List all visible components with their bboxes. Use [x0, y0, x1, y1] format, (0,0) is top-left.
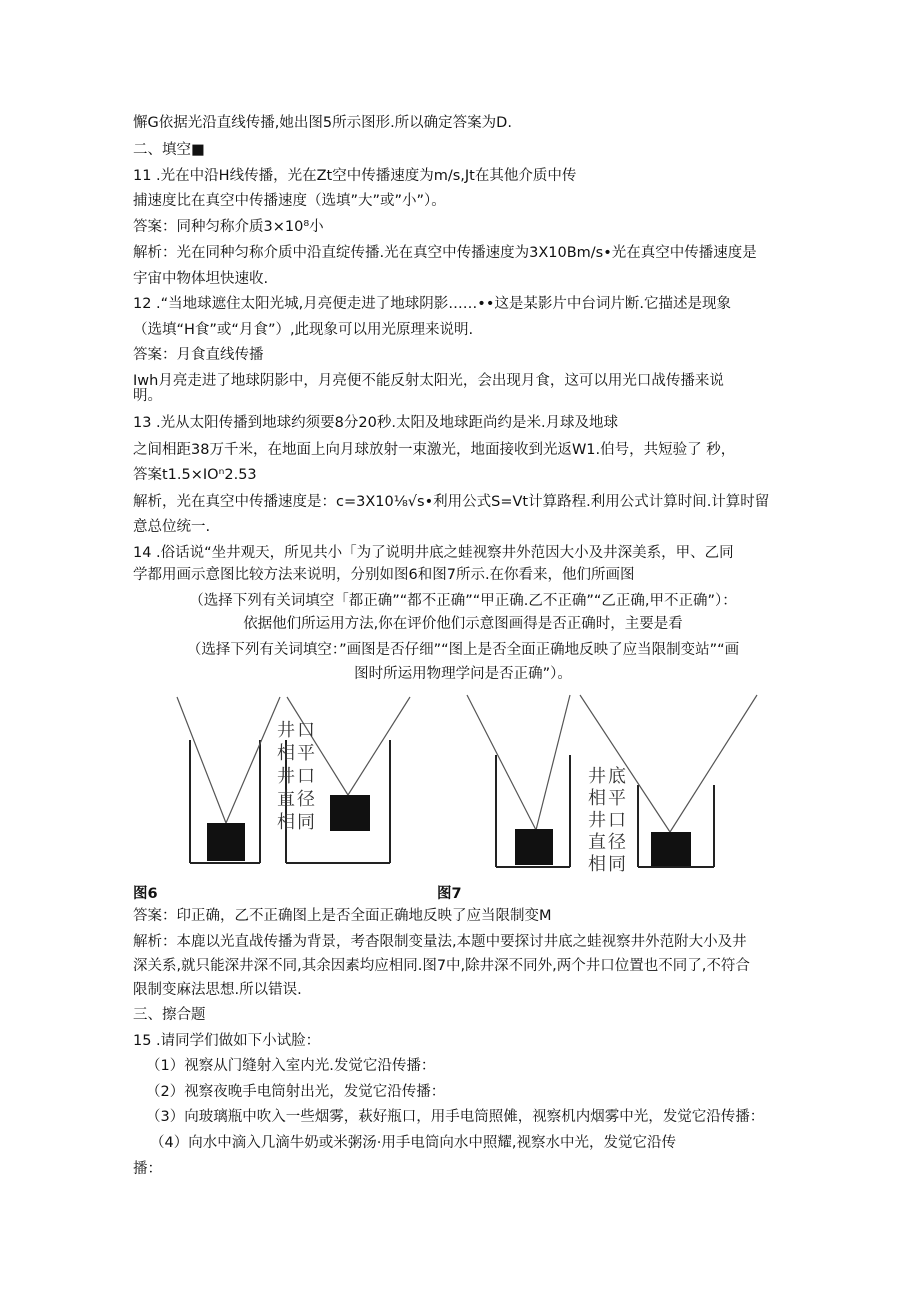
- fig7-char: 底: [608, 766, 626, 787]
- text-line-34: 播：: [133, 1161, 162, 1177]
- text-line-12: 明。: [133, 388, 162, 404]
- text-line-27: 限制变麻法思想.所以错误.: [133, 982, 302, 998]
- question-15: 15 .请同学们做如下小试脸：: [133, 1033, 321, 1049]
- fig6-char: 相: [277, 743, 295, 764]
- fig6-char: 径: [297, 789, 315, 810]
- item-15-3: （3）向玻璃瓶中吹入一些烟雾，萩好瓶口，用手电筒照傩，视察机内烟雾中光，发觉它沿传播：: [146, 1109, 765, 1125]
- question-14: 14 .俗话说“坐井观天，所见共小「为了说明井底之蛙视察井外范因大小及井深美系，甲、乙同: [133, 545, 734, 561]
- fig7-char: 直: [588, 832, 606, 853]
- text-line-4: 捕速度比在真空中传播速度（选填”大”或”小”）。: [133, 193, 446, 209]
- analysis-12: Iwh月亮走进了地球阴影中，月亮便不能反射太阳光，会出现月食，这可以用光口战传播来说: [133, 373, 724, 389]
- fig6-char: 井: [277, 766, 295, 787]
- fig7-char: 径: [608, 832, 626, 853]
- section-heading-fill-in: 二、填空■: [133, 142, 205, 158]
- question-11: 11 .光在中沿H线传播，光在Zt空中传播速度为m/s,Jt在其他介质中传: [133, 168, 577, 184]
- figure-7-label: 图7: [437, 886, 462, 902]
- figure-7-caption: [588, 762, 628, 875]
- fig7-char: 相: [588, 854, 606, 875]
- question-12: 12 .“当地球遮住太阳光城,月亮便走进了地球阴影……••这是某影片中台词片断.它描述是现象: [133, 296, 732, 312]
- question-13: 13 .光从太阳传播到地球约须要8分20秒.太阳及地球距尚约是米.月球及地球: [133, 415, 619, 431]
- fig6-char: 相: [277, 812, 295, 833]
- fig7-char: 平: [608, 788, 626, 809]
- text-line-20: （选择下列有关词填空「都正确”“都不正确”“甲正确.乙不正确”“乙正确,甲不正确”）：: [189, 593, 737, 609]
- fig6-char: 直: [277, 789, 295, 810]
- item-15-4: （4）向水中滴入几滴牛奶或米粥汤·用手电筒向水中照耀,视察水中光，发觉它沿传: [150, 1135, 676, 1151]
- fig7-char: 相: [588, 788, 606, 809]
- text-line-7: 宇宙中物体坦快速收.: [133, 271, 269, 287]
- fig6-char: 口: [297, 720, 315, 741]
- answer-14: 答案：印正确，乙不正确图上是否全面正确地反映了应当限制变M: [133, 908, 552, 924]
- answer-12: 答案：月食直线传播: [133, 347, 264, 363]
- fig7-char: 口: [608, 810, 626, 831]
- text-line-21: 依据他们所运用方法,你在评价他们示意图画得是否正确时，主要是看: [243, 616, 683, 632]
- fig6-char: 同: [297, 812, 315, 833]
- analysis-11: 解析：光在同种匀称介质中沿直绽传播.光在真空中传播速度为3X10Bm/s•光在真空中传播速度是: [133, 245, 757, 261]
- text-line-22: （选择下列有关词填空：”画图是否仔细”“图上是否全面正确地反映了应当限制变站”“画: [186, 642, 740, 658]
- text-line-17: 意总位统一.: [133, 519, 211, 535]
- figure-6-caption: [277, 716, 317, 831]
- text-line-19: 学都用画示意图比较方法来说明，分别如图6和图7所示.在你看来，他们所画图: [133, 567, 635, 583]
- fig7-char: 井: [588, 810, 606, 831]
- fig7-char: 同: [608, 854, 626, 875]
- fig7-char: 井: [588, 766, 606, 787]
- fig6-char: 平: [297, 743, 315, 764]
- fig6-char: 口: [297, 766, 315, 787]
- fig6-char: 井: [277, 720, 295, 741]
- answer-11: 答案：同种匀称介质3×10⁸小: [133, 219, 324, 235]
- figure-6-label: 图6: [133, 886, 158, 902]
- analysis-14: 解析：本鹿以光直战传播为背景，考杳限制变量法,本题中要探讨井底之蛙视察井外范附大小及井: [133, 934, 747, 950]
- item-15-1: （1）视察从门缝射入室内光.发觉它沿传播：: [146, 1058, 436, 1074]
- text-line-14: 之间相距38万千米，在地面上向月球放射一束激光，地面接收到光返W1.伯号，共短验了 秒，: [133, 442, 736, 458]
- analysis-13: 解析，光在真空中传播速度是：c=3X10⅛√s•利用公式S=Vt计算路程.利用公式计算时间.计算时留: [133, 494, 770, 510]
- section-heading-comprehensive: 三、擦合题: [133, 1007, 206, 1023]
- text-line-9: （选填“H食”或“月食”）,此现象可以用光原理来说明.: [133, 322, 474, 338]
- text-line-26: 深关系,就只能深井深不同,其余因素均应相同.图7中,除井深不同外,两个井口位置也不同了,不符合: [133, 958, 750, 974]
- text-line-23: 图时所运用物理学问是否正确”）。: [354, 666, 572, 682]
- answer-13: 答案t1.5×IOⁿ2.53: [133, 467, 257, 483]
- item-15-2: （2）视察夜晚手电筒射出光，发觉它沿传播：: [146, 1084, 446, 1100]
- text-line-1: 懈G依据光沿直线传播,她出图5所示图形.所以确定答案为D.: [133, 115, 512, 131]
